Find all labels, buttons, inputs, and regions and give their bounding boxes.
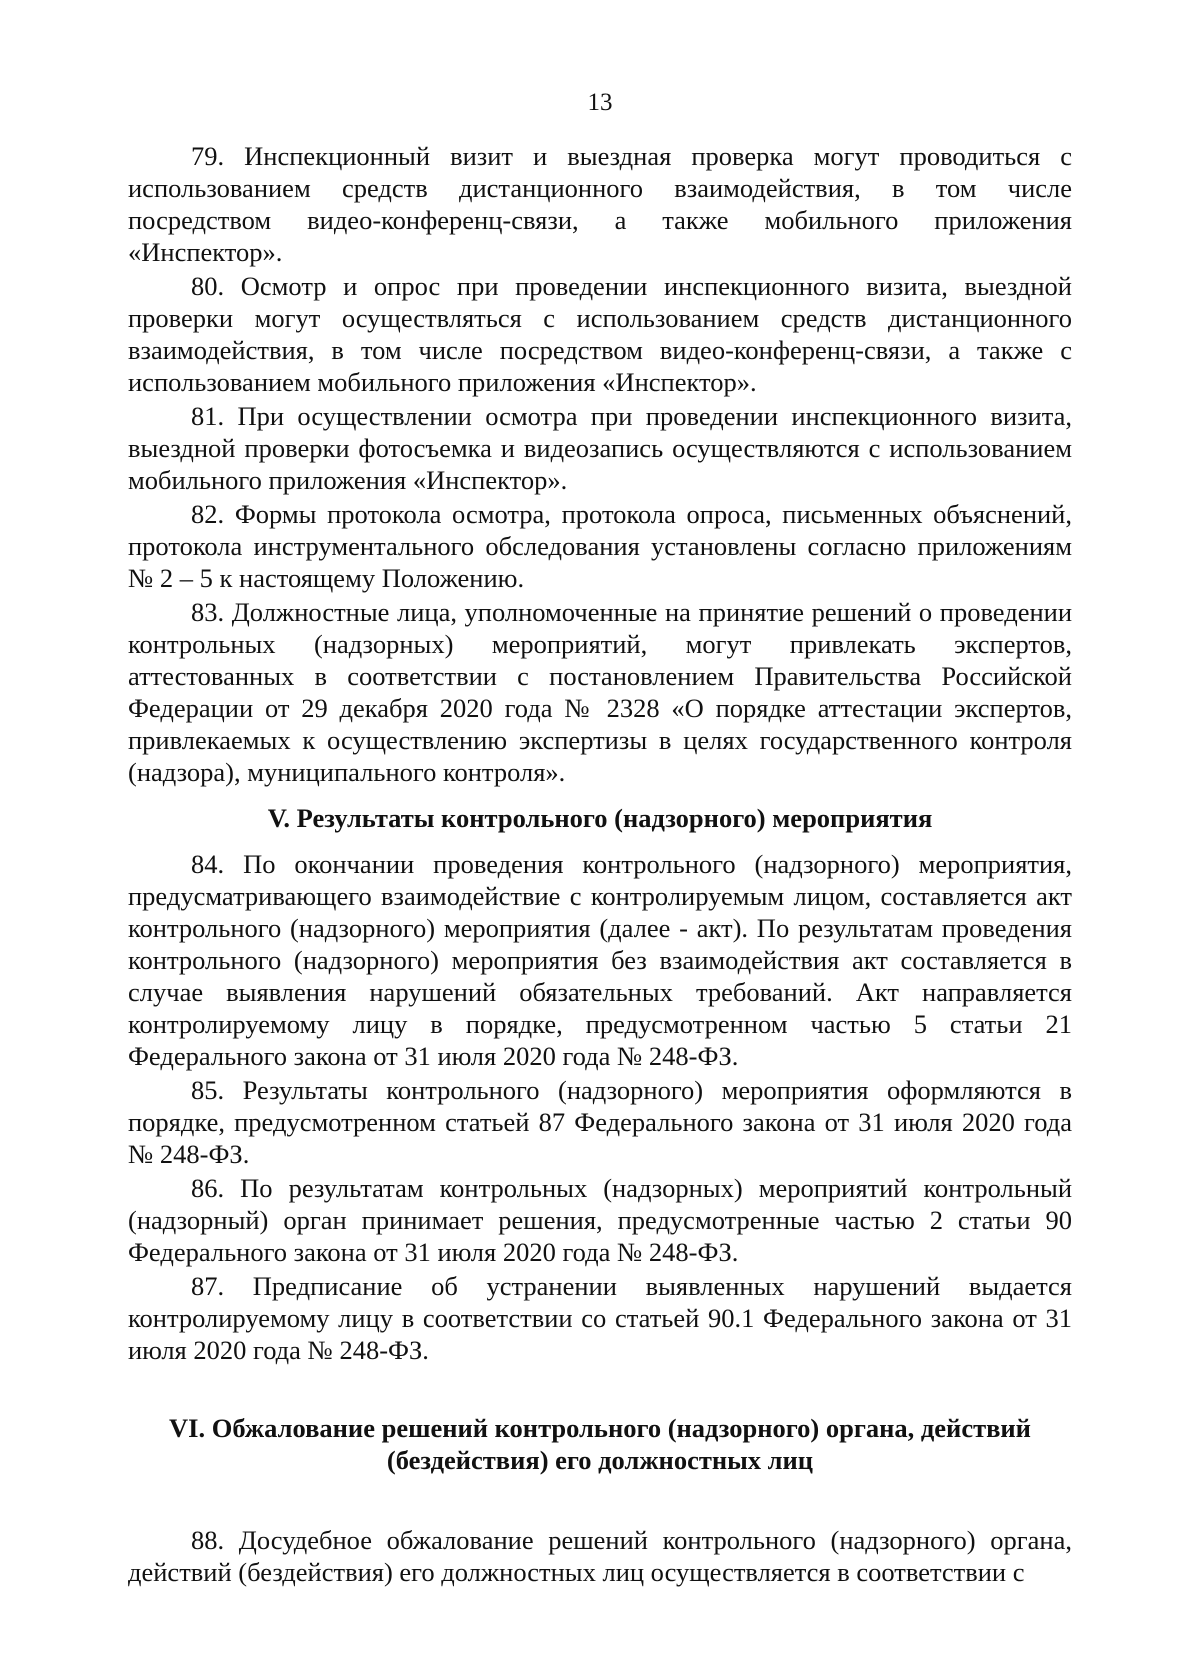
paragraph-87: 87. Предписание об устранении выявленных нарушений выдается контролируемому лицу в соответствии со статьей 90.1 Федерального закона от 31 июля 2020 года № 248-ФЗ. <box>128 1271 1072 1365</box>
paragraph-81: 81. При осуществлении осмотра при проведении инспекционного визита, выездной проверки фотосъемка и видеозапись осуществляются с использованием мобильного приложения «Инспектор». <box>128 401 1072 495</box>
section-vi-heading-line1: VI. Обжалование решений контрольного (надзорного) органа, действий <box>169 1413 1031 1443</box>
paragraph-80: 80. Осмотр и опрос при проведении инспекционного визита, выездной проверки могут осуществляться с использованием средств дистанционного взаимодействия, в том числе посредством видео-конференц-связи, а также с использованием мобильного приложения «Инспектор». <box>128 271 1072 397</box>
section-vi-heading <box>128 1412 1072 1476</box>
paragraph-83: 83. Должностные лица, уполномоченные на принятие решений о проведении контрольных (надзорных) мероприятий, могут привлекать экспертов, аттестованных в соответствии с постановлением Правительства Российской Федерации от 29 декабря 2020 года № 2328 «О порядке аттестации экспертов, привлекаемых к осуществлению экспертизы в целях государственного контроля (надзора), муниципального контроля». <box>128 597 1072 787</box>
section-vi-heading-line2: (бездействия) его должностных лиц <box>386 1445 814 1475</box>
paragraph-84: 84. По окончании проведения контрольного (надзорного) мероприятия, предусматривающего взаимодействие с контролируемым лицом, составляется акт контрольного (надзорного) мероприятия (далее - акт). По результатам проведения контрольного (надзорного) мероприятия без взаимодействия акт составляется в случае выявления нарушений обязательных требований. Акт направляется контролируемому лицу в порядке, предусмотренном частью 5 статьи 21 Федерального закона от 31 июля 2020 года № 248-ФЗ. <box>128 849 1072 1071</box>
document-body <box>128 140 1072 1590</box>
paragraph-82: 82. Формы протокола осмотра, протокола опроса, письменных объяснений, протокола инструментального обследования установлены согласно приложениям № 2 – 5 к настоящему Положению. <box>128 499 1072 593</box>
paragraph-86: 86. По результатам контрольных (надзорных) мероприятий контрольный (надзорный) орган принимает решения, предусмотренные частью 2 статьи 90 Федерального закона от 31 июля 2020 года № 248-ФЗ. <box>128 1173 1072 1267</box>
page-number: 13 <box>587 89 613 116</box>
paragraph-79: 79. Инспекционный визит и выездная проверка могут проводиться с использованием средств дистанционного взаимодействия, в том числе посредством видео-конференц-связи, а также мобильного приложения «Инспектор». <box>128 141 1072 267</box>
paragraph-85: 85. Результаты контрольного (надзорного) мероприятия оформляются в порядке, предусмотренном статьей 87 Федерального закона от 31 июля 2020 года № 248-ФЗ. <box>128 1075 1072 1169</box>
paragraph-88: 88. Досудебное обжалование решений контрольного (надзорного) органа, действий (бездействия) его должностных лиц осуществляется в соответствии с <box>128 1525 1072 1587</box>
section-v-heading: V. Результаты контрольного (надзорного) мероприятия <box>267 803 933 833</box>
